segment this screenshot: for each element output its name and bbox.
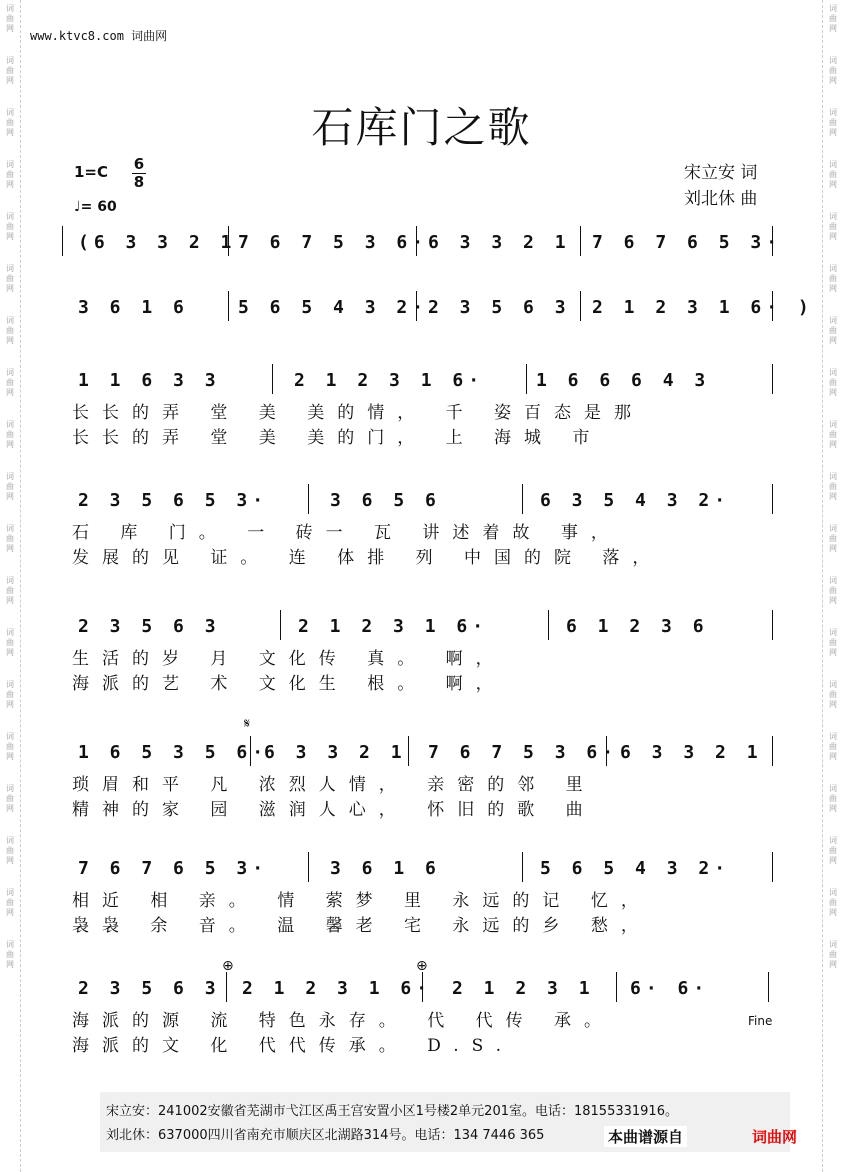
segno-sign: 𝄋	[244, 716, 251, 732]
bar-line	[526, 364, 527, 394]
side-watermark-text: 词 曲 网	[6, 160, 14, 189]
measure-notes: 6 3 3 2 1	[428, 232, 571, 253]
side-watermark-text: 词 曲 网	[829, 264, 837, 293]
measure-notes: 6· 6·	[630, 978, 710, 999]
bar-line	[522, 852, 523, 882]
measure-notes: 2 1 2 3 1 6·	[242, 978, 433, 999]
right-watermark	[823, 0, 843, 1172]
bar-line	[768, 972, 769, 1002]
footer-line-2: 刘北休：637000四川省南充市顺庆区北湖路314号。电话：134 7446 365	[106, 1128, 545, 1143]
side-watermark-text: 词 曲 网	[829, 576, 837, 605]
measure-notes: 2 1 2 3 1 6· )	[592, 297, 814, 318]
measure-notes: 3 6 5 6	[330, 490, 441, 511]
side-watermark-text: 词 曲 网	[829, 888, 837, 917]
measure-notes: 3 6 1 6	[330, 858, 441, 879]
measure-notes: 6 3 3 2 1	[620, 742, 763, 763]
bar-line	[250, 736, 251, 766]
measure-notes: 5 6 5 4 3 2·	[540, 858, 731, 879]
bar-line	[772, 852, 773, 882]
side-watermark-text: 词 曲 网	[829, 212, 837, 241]
side-watermark-text: 词 曲 网	[6, 264, 14, 293]
bar-line	[272, 364, 273, 394]
measure-notes: 2 1 2 3 1 6·	[298, 616, 489, 637]
lyric-line: 长长的弄 堂 美 美的情， 千 姿百态是那	[72, 403, 645, 423]
lyricist: 宋立安 词	[684, 163, 758, 183]
side-watermark-text: 词 曲 网	[6, 732, 14, 761]
bar-line	[580, 226, 581, 256]
side-watermark-text: 词 曲 网	[829, 108, 837, 137]
side-watermark-text: 词 曲 网	[6, 680, 14, 709]
bar-line	[772, 484, 773, 514]
measure-notes: 2 3 5 6 5 3·	[78, 490, 269, 511]
coda-sign: ⊕	[416, 958, 428, 974]
side-watermark-text: 词 曲 网	[6, 784, 14, 813]
composer: 刘北休 曲	[684, 189, 758, 209]
side-watermark-text: 词 曲 网	[6, 888, 14, 917]
bar-line	[416, 291, 417, 321]
side-watermark-text: 词 曲 网	[6, 4, 14, 33]
side-watermark-text: 词 曲 网	[6, 56, 14, 85]
side-watermark-text: 词 曲 网	[829, 784, 837, 813]
bar-line	[772, 736, 773, 766]
key-signature: 1=C	[74, 163, 109, 181]
side-watermark-text: 词 曲 网	[6, 628, 14, 657]
lyric-line: 发展的见 证。 连 体排 列 中国的院 落，	[72, 548, 663, 568]
side-watermark-text: 词 曲 网	[6, 576, 14, 605]
footer-line-1: 宋立安：241002安徽省芜湖市弋江区禹王宫安置小区1号楼2单元201室。电话：18155331916。	[106, 1104, 678, 1119]
measure-notes: 1 1 6 3 3	[78, 370, 221, 391]
measure-notes: 7 6 7 5 3 6·	[238, 232, 429, 253]
side-watermark-text: 词 曲 网	[829, 628, 837, 657]
side-watermark-text: 词 曲 网	[6, 368, 14, 397]
lyric-line: 海派的源 流 特色永存。 代 代传 承。	[72, 1011, 615, 1031]
bar-line	[226, 972, 227, 1002]
side-watermark-text: 词 曲 网	[829, 420, 837, 449]
bar-line	[772, 364, 773, 394]
bar-line	[416, 226, 417, 256]
side-watermark-text: 词 曲 网	[829, 836, 837, 865]
meter-top: 6	[133, 155, 145, 173]
bar-line	[772, 291, 773, 321]
bar-line	[522, 484, 523, 514]
measure-notes: 2 1 2 3 1	[452, 978, 595, 999]
measure-notes: 3 6 1 6	[78, 297, 189, 318]
side-watermark-text: 词 曲 网	[829, 160, 837, 189]
side-watermark-text: 词 曲 网	[829, 4, 837, 33]
side-watermark-text: 词 曲 网	[829, 56, 837, 85]
measure-notes: 7 6 7 6 5 3·	[592, 232, 783, 253]
side-watermark-text: 词 曲 网	[6, 472, 14, 501]
side-watermark-text: 词 曲 网	[829, 680, 837, 709]
site-url[interactable]: www.ktvc8.com 词曲网	[30, 29, 168, 43]
notation-row	[60, 978, 785, 1004]
tempo-mark: ♩= 60	[74, 199, 117, 215]
brand-logo[interactable]: 词曲网	[752, 1128, 798, 1146]
notation-row	[60, 858, 785, 884]
notation-row	[60, 490, 785, 516]
lyric-line: 精神的家 园 滋润人心， 怀旧的歌 曲	[72, 800, 596, 820]
time-signature	[132, 156, 146, 191]
bar-line	[548, 610, 549, 640]
side-watermark-text: 词 曲 网	[6, 836, 14, 865]
measure-notes: (6 3 3 2 1	[78, 232, 237, 253]
side-watermark-text: 词 曲 网	[829, 940, 837, 969]
bar-line	[228, 291, 229, 321]
measure-notes: 7 6 7 6 5 3·	[78, 858, 269, 879]
source-label: 本曲谱源自	[604, 1126, 687, 1147]
bar-line	[772, 610, 773, 640]
measure-notes: 2 3 5 6 3	[428, 297, 571, 318]
left-watermark	[0, 0, 20, 1172]
lyric-line: 海派的艺 术 文化生 根。 啊，	[72, 674, 506, 694]
notation-row	[60, 232, 785, 258]
bar-line	[228, 226, 229, 256]
side-watermark-text: 词 曲 网	[829, 732, 837, 761]
side-watermark-text: 词 曲 网	[6, 108, 14, 137]
measure-notes: 2 1 2 3 1 6·	[294, 370, 485, 391]
notation-row	[60, 297, 814, 323]
measure-notes: 1 6 6 6 4 3	[536, 370, 711, 391]
side-watermark-text: 词 曲 网	[6, 316, 14, 345]
bar-line	[422, 972, 423, 1002]
bar-line	[308, 484, 309, 514]
side-watermark-text: 词 曲 网	[6, 940, 14, 969]
lyric-line: 石 库 门。 一 砖一 瓦 讲述着故 事，	[72, 523, 621, 543]
side-watermark-text: 词 曲 网	[6, 420, 14, 449]
bar-line	[616, 972, 617, 1002]
side-watermark-text: 词 曲 网	[829, 316, 837, 345]
bar-line	[606, 736, 607, 766]
lyric-line: 相近 相 亲。 情 萦梦 里 永远的记 忆，	[72, 891, 651, 911]
measure-notes: 1 6 5 3 5 6·	[78, 742, 269, 763]
measure-notes: 2 3 5 6 3	[78, 616, 221, 637]
side-watermark-text: 词 曲 网	[829, 524, 837, 553]
bar-line	[408, 736, 409, 766]
side-watermark-text: 词 曲 网	[6, 524, 14, 553]
lyric-line: 琐眉和平 凡 浓烈人情， 亲密的邻 里	[72, 775, 596, 795]
fine-mark: Fine	[748, 1014, 773, 1028]
coda-sign: ⊕	[222, 958, 234, 974]
measure-notes: 2 3 5 6 3	[78, 978, 221, 999]
lyric-line: 海派的文 化 代代传承。 D.S.	[72, 1036, 515, 1056]
meter-bottom: 8	[133, 173, 145, 191]
side-watermark-text: 词 曲 网	[829, 368, 837, 397]
bar-line	[308, 852, 309, 882]
measure-notes: 6 3 5 4 3 2·	[540, 490, 731, 511]
bar-line	[772, 226, 773, 256]
measure-notes: 7 6 7 5 3 6·	[428, 742, 619, 763]
measure-notes: 6 3 3 2 1	[264, 742, 407, 763]
side-watermark-text: 词 曲 网	[6, 212, 14, 241]
song-title: 石库门之歌	[311, 103, 532, 152]
notation-row	[60, 370, 785, 396]
bar-line	[280, 610, 281, 640]
measure-notes: 6 1 2 3 6	[566, 616, 709, 637]
lyric-line: 生活的岁 月 文化传 真。 啊，	[72, 649, 506, 669]
bar-line	[62, 226, 63, 256]
bar-line	[580, 291, 581, 321]
notation-row	[60, 616, 785, 642]
measure-notes: 5 6 5 4 3 2·	[238, 297, 429, 318]
side-watermark-text: 词 曲 网	[829, 472, 837, 501]
lyric-line: 长长的弄 堂 美 美的门， 上 海城 市	[72, 428, 603, 448]
left-border	[20, 0, 21, 1172]
notation-row	[60, 742, 785, 768]
lyric-line: 袅袅 余 音。 温 馨老 宅 永远的乡 愁，	[72, 916, 651, 936]
